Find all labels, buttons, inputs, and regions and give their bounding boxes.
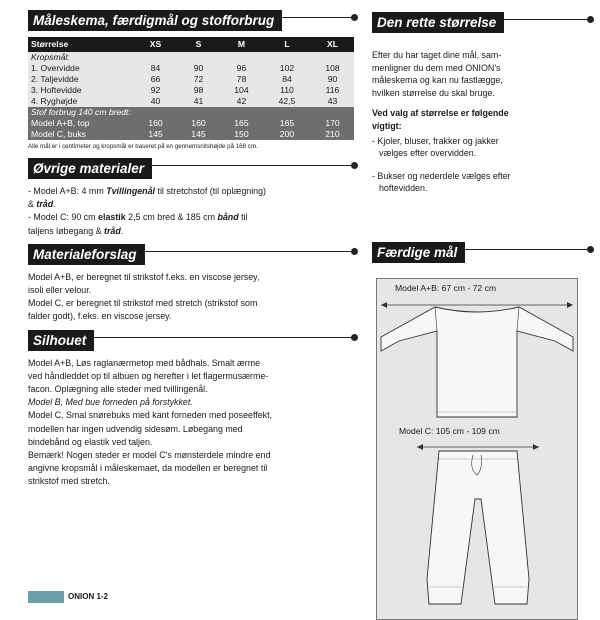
top-garment [381,307,573,417]
cell: 200 [263,129,311,140]
footer-label: ONION 1-2 [68,592,109,601]
silhouette-line: modellen har ingen udvendig sidesøm. Løbegang med [28,423,243,434]
size-chart-table [28,37,354,140]
cell: 92 [134,85,177,96]
row-label: 3. Hoftevidde [28,85,134,96]
cell: 72 [177,74,220,85]
bullet-line: - Kjoler, bluser, frakker og jakker [372,135,499,146]
model-c-measure: Model C: 105 cm - 109 cm [399,426,500,436]
size-col-s: S [177,37,220,52]
left-column [28,10,354,489]
header-dot [587,16,594,23]
cell: 98 [177,85,220,96]
footer-color-tag [28,591,64,603]
cell: 66 [134,74,177,85]
cell: 108 [311,63,354,74]
header-dot [351,14,358,21]
right-size-line: hvilken størrelse du skal bruge. [372,87,495,98]
right-size-bold: vigtigt: [372,120,402,131]
finished-header [372,242,590,263]
size-col-m: M [220,37,263,52]
cell: 84 [263,74,311,85]
cell: 210 [311,129,354,140]
other-materials-title: Øvrige materialer [28,158,152,179]
silhouette-line: Model A+B, Løs raglanærmetop med bådhals. Smalt ærme [28,357,261,368]
cell: 116 [311,85,354,96]
right-size-line: Efter du har taget dine mål, sam- [372,50,502,60]
silhouette-line: ved håndleddet op til albuen og herefter i let flagermusærme- [28,370,269,381]
bullet-line: - Bukser og nederdele vælges efter [372,170,511,181]
size-col-header: Størrelse [28,37,134,52]
cell: 78 [220,74,263,85]
cell: 160 [177,118,220,129]
cell: 110 [263,85,311,96]
cell: 41 [177,96,220,107]
right-size-header [372,12,590,33]
right-column [372,10,590,436]
suggestion-line: Model C, er beregnet til strikstof med stretch (strikstof som [28,298,258,309]
table-row [28,129,354,140]
cell: 42 [220,96,263,107]
finished-title: Færdige mål [372,242,465,263]
materials-line: & tråd. [28,199,56,210]
material-suggestions-header [28,244,354,265]
right-size-title: Den rette størrelse [372,12,504,33]
table-row [28,96,354,107]
cell: 150 [220,129,263,140]
bullet-line: vælges efter overvidden. [379,148,477,159]
cell: 145 [134,129,177,140]
cell: 165 [220,118,263,129]
measurement-footnote: Alle mål er i centimeter og kropsmål er baseret på en gennemsnitshøjde på 168 cm. [28,143,258,150]
size-header-row [28,37,354,52]
silhouette-line: strikstof med stretch. [28,476,110,487]
garment-illustration [377,279,577,619]
suggestion-line: Model A+B, er beregnet til strikstof f.eks. en viscose jersey, [28,271,260,282]
cell: 96 [220,63,263,74]
header-dot [351,162,358,169]
size-chart-title: Måleskema, færdigmål og stofforbrug [28,10,282,31]
cell: 102 [263,63,311,74]
material-suggestions-title: Materialeforslag [28,244,145,265]
size-col-xl: XL [311,37,354,52]
table-row [28,118,354,129]
silhouette-header [28,330,354,351]
cell: 84 [134,63,177,74]
table-row [28,63,354,74]
right-size-line: måleskema og kan nu fastlægge, [372,75,503,86]
materials-line: - Model A+B: 4 mm Tvillingenål til stretchstof (til oplægning) [28,186,266,196]
materials-line: - Model C: 90 cm elastik 2,5 cm bred & 185 cm bånd til [28,212,248,223]
table-row [28,85,354,96]
cell: 160 [134,118,177,129]
suggestion-line: falder godt), f.eks. en viscose jersey. [28,311,172,322]
silhouette-line: facon. Oplægning alle steder med tvillingenål. [28,384,208,395]
cell: 42,5 [263,96,311,107]
suggestion-line: isoli eller velour. [28,285,92,296]
size-col-xs: XS [134,37,177,52]
body-measure-label: Kropsmål: [28,52,354,63]
row-label: Model C, buks [28,129,134,140]
silhouette-line: bindebånd og elastik ved taljen. [28,436,153,447]
row-label: 1. Overvidde [28,63,134,74]
size-chart-header [28,10,354,31]
cell: 145 [177,129,220,140]
model-ab-measure: Model A+B: 67 cm - 72 cm [395,283,497,293]
fabric-label: Stof forbrug 140 cm bredt: [28,107,354,118]
finished-figure [376,278,578,620]
silhouette-title: Silhouet [28,330,94,351]
row-label: Model A+B, top [28,118,134,129]
header-dot [351,334,358,341]
row-label: 4. Ryghøjde [28,96,134,107]
cell: 43 [311,96,354,107]
other-materials-header [28,158,354,179]
right-size-line: menligner du dem med ONION's [372,62,501,73]
pants-width-arrow [417,444,539,450]
bullet-line: hoftevidden. [379,183,428,194]
cell: 104 [220,85,263,96]
materials-line: taljens løbegang & tråd. [28,225,124,236]
silhouette-line: Bemærk! Nogen steder er model C's mønsterdele mindre end [28,450,271,461]
top-width-arrow [381,302,573,308]
silhouette-line: Model C, Smal snørebuks med kant forneden med poseeffekt, [28,410,273,421]
cell: 40 [134,96,177,107]
header-dot [587,246,594,253]
row-label: 2. Taljevidde [28,74,134,85]
header-dot [351,248,358,255]
cell: 165 [263,118,311,129]
cell: 90 [177,63,220,74]
silhouette-line: Model B, Med bue forneden på forstykket. [28,397,193,408]
right-size-bold: Ved valg af størrelse er følgende [372,108,509,119]
cell: 170 [311,118,354,129]
cell: 90 [311,74,354,85]
table-row [28,74,354,85]
silhouette-line: angivne kropsmål i måleskemaet, da modellen er beregnet til [28,463,268,474]
size-col-l: L [263,37,311,52]
